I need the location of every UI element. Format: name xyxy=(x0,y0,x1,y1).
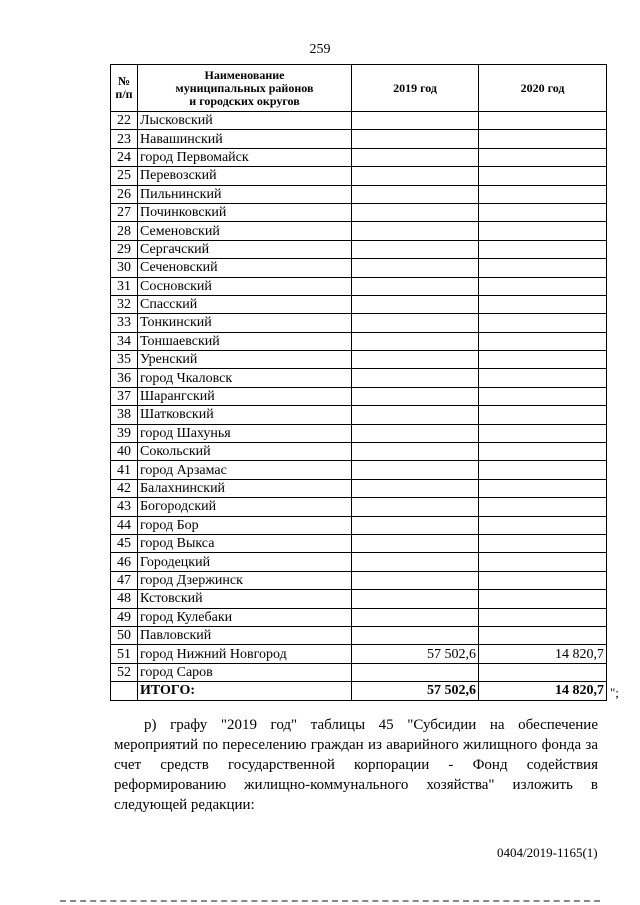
row-number: 51 xyxy=(111,645,138,663)
row-number: 28 xyxy=(111,222,138,240)
row-number: 52 xyxy=(111,663,138,681)
row-2020 xyxy=(479,295,607,313)
row-number: 35 xyxy=(111,351,138,369)
row-number: 40 xyxy=(111,443,138,461)
row-2019 xyxy=(352,277,479,295)
page-number: 259 xyxy=(309,42,331,57)
row-2019 xyxy=(352,424,479,442)
row-number: 41 xyxy=(111,461,138,479)
row-2020 xyxy=(479,424,607,442)
row-name: Починковский xyxy=(138,203,352,221)
row-number: 31 xyxy=(111,277,138,295)
row-2019 xyxy=(352,259,479,277)
row-2019: 57 502,6 xyxy=(352,645,479,663)
row-name: город Выкса xyxy=(138,534,352,552)
total-2020: 14 820,7 xyxy=(479,682,607,700)
row-2019 xyxy=(352,369,479,387)
row-name: Сергачский xyxy=(138,240,352,258)
row-number: 43 xyxy=(111,498,138,516)
row-2019 xyxy=(352,185,479,203)
row-number: 36 xyxy=(111,369,138,387)
row-2020 xyxy=(479,148,607,166)
row-number: 49 xyxy=(111,608,138,626)
row-name: Павловский xyxy=(138,626,352,644)
row-number: 25 xyxy=(111,167,138,185)
row-number: 33 xyxy=(111,314,138,332)
header-name-line2: муниципальных районов xyxy=(175,80,314,95)
row-name: город Арзамас xyxy=(138,461,352,479)
row-number: 47 xyxy=(111,571,138,589)
header-num: № п/п xyxy=(111,65,138,112)
row-2019 xyxy=(352,516,479,534)
row-2020: 14 820,7 xyxy=(479,645,607,663)
row-number: 38 xyxy=(111,406,138,424)
row-2020 xyxy=(479,332,607,350)
page-edge-divider xyxy=(60,900,600,902)
row-name: Перевозский xyxy=(138,167,352,185)
row-name: Уренский xyxy=(138,351,352,369)
row-name: Шарангский xyxy=(138,387,352,405)
row-2020 xyxy=(479,240,607,258)
table-row xyxy=(111,185,607,203)
row-2019 xyxy=(352,479,479,497)
table-row xyxy=(111,295,607,313)
row-name: Навашинский xyxy=(138,130,352,148)
row-name: город Первомайск xyxy=(138,148,352,166)
row-2019 xyxy=(352,203,479,221)
table-row xyxy=(111,663,607,681)
row-2020 xyxy=(479,277,607,295)
row-number: 23 xyxy=(111,130,138,148)
row-2020 xyxy=(479,479,607,497)
row-number: 48 xyxy=(111,590,138,608)
row-2019 xyxy=(352,332,479,350)
row-2020 xyxy=(479,516,607,534)
row-name: Спасский xyxy=(138,295,352,313)
row-number: 34 xyxy=(111,332,138,350)
row-2020 xyxy=(479,553,607,571)
paragraph-line: реформированию жилищно-коммунального хозяйства" изложить в xyxy=(114,777,598,793)
row-name: город Кулебаки xyxy=(138,608,352,626)
table-body xyxy=(111,112,607,682)
row-2020 xyxy=(479,387,607,405)
row-2020 xyxy=(479,663,607,681)
row-2020 xyxy=(479,461,607,479)
amendment-paragraph xyxy=(114,715,598,815)
row-2019 xyxy=(352,534,479,552)
row-number: 27 xyxy=(111,203,138,221)
row-2020 xyxy=(479,590,607,608)
table-header-row xyxy=(111,65,607,112)
row-2019 xyxy=(352,406,479,424)
row-2020 xyxy=(479,185,607,203)
table-row xyxy=(111,277,607,295)
table-row xyxy=(111,406,607,424)
row-2020 xyxy=(479,498,607,516)
paragraph-line: следующей редакции: xyxy=(114,797,255,813)
table-row xyxy=(111,590,607,608)
header-name-line1: Наименование xyxy=(204,67,285,82)
row-name: Сеченовский xyxy=(138,259,352,277)
table-row xyxy=(111,424,607,442)
table-row xyxy=(111,534,607,552)
table-row xyxy=(111,626,607,644)
row-2020 xyxy=(479,369,607,387)
table-row xyxy=(111,332,607,350)
row-2020 xyxy=(479,608,607,626)
row-2020 xyxy=(479,571,607,589)
row-name: Тонкинский xyxy=(138,314,352,332)
row-2020 xyxy=(479,130,607,148)
row-name: Кстовский xyxy=(138,590,352,608)
row-name: Пильнинский xyxy=(138,185,352,203)
table-row xyxy=(111,645,607,663)
header-name-line3: и городских округов xyxy=(189,93,300,108)
row-2019 xyxy=(352,222,479,240)
table-row xyxy=(111,369,607,387)
table-row xyxy=(111,314,607,332)
row-number: 30 xyxy=(111,259,138,277)
table-row xyxy=(111,443,607,461)
table-row xyxy=(111,516,607,534)
row-name: Балахнинский xyxy=(138,479,352,497)
row-name: город Саров xyxy=(138,663,352,681)
table-row xyxy=(111,112,607,130)
header-name xyxy=(138,65,352,112)
header-2020: 2020 год xyxy=(479,65,607,112)
row-name: Лысковский xyxy=(138,112,352,130)
document-code: 0404/2019-1165(1) xyxy=(497,845,598,860)
row-number: 22 xyxy=(111,112,138,130)
row-2019 xyxy=(352,590,479,608)
row-number: 29 xyxy=(111,240,138,258)
row-number: 37 xyxy=(111,387,138,405)
row-2019 xyxy=(352,167,479,185)
row-2019 xyxy=(352,295,479,313)
row-2019 xyxy=(352,240,479,258)
row-2019 xyxy=(352,571,479,589)
row-2019 xyxy=(352,663,479,681)
row-2020 xyxy=(479,443,607,461)
row-2020 xyxy=(479,351,607,369)
row-2020 xyxy=(479,314,607,332)
row-number: 44 xyxy=(111,516,138,534)
row-2019 xyxy=(352,148,479,166)
total-label: ИТОГО: xyxy=(138,682,352,700)
row-2020 xyxy=(479,203,607,221)
row-2020 xyxy=(479,222,607,240)
row-name: Сосновский xyxy=(138,277,352,295)
table-row xyxy=(111,387,607,405)
row-name: Сокольский xyxy=(138,443,352,461)
row-2020 xyxy=(479,167,607,185)
paragraph-line: счет средств государственной корпорации - Фонд содействия xyxy=(114,757,598,773)
row-name: город Нижний Новгород xyxy=(138,645,352,663)
table-row xyxy=(111,240,607,258)
row-number: 46 xyxy=(111,553,138,571)
row-2019 xyxy=(352,461,479,479)
subsidy-table xyxy=(110,64,607,701)
row-number: 50 xyxy=(111,626,138,644)
row-name: город Бор xyxy=(138,516,352,534)
table-row xyxy=(111,203,607,221)
row-name: Богородский xyxy=(138,498,352,516)
table-row xyxy=(111,479,607,497)
paragraph-line: р) графу "2019 год" таблицы 45 "Субсидии на обеспечение xyxy=(144,717,598,733)
table-row xyxy=(111,571,607,589)
row-2019 xyxy=(352,553,479,571)
total-row xyxy=(111,682,607,700)
table-row xyxy=(111,259,607,277)
row-2019 xyxy=(352,443,479,461)
row-2020 xyxy=(479,406,607,424)
row-2019 xyxy=(352,498,479,516)
table-row xyxy=(111,167,607,185)
row-2019 xyxy=(352,314,479,332)
total-num-cell xyxy=(111,682,138,700)
table-row xyxy=(111,553,607,571)
table-row xyxy=(111,130,607,148)
row-2020 xyxy=(479,112,607,130)
table-row xyxy=(111,498,607,516)
row-name: Шатковский xyxy=(138,406,352,424)
total-2019: 57 502,6 xyxy=(352,682,479,700)
row-2019 xyxy=(352,626,479,644)
row-name: Тоншаевский xyxy=(138,332,352,350)
table-row xyxy=(111,222,607,240)
row-2020 xyxy=(479,534,607,552)
paragraph-line: мероприятий по переселению граждан из аварийного жилищного фонда за xyxy=(114,737,598,753)
row-name: город Чкаловск xyxy=(138,369,352,387)
row-name: город Дзержинск xyxy=(138,571,352,589)
row-2019 xyxy=(352,608,479,626)
row-2019 xyxy=(352,351,479,369)
row-2019 xyxy=(352,112,479,130)
row-number: 24 xyxy=(111,148,138,166)
row-number: 32 xyxy=(111,295,138,313)
row-2019 xyxy=(352,387,479,405)
row-2020 xyxy=(479,259,607,277)
row-name: Городецкий xyxy=(138,553,352,571)
table-row xyxy=(111,351,607,369)
table-row xyxy=(111,461,607,479)
row-number: 45 xyxy=(111,534,138,552)
row-2020 xyxy=(479,626,607,644)
row-number: 26 xyxy=(111,185,138,203)
table-end-mark: "; xyxy=(610,685,619,700)
table-row xyxy=(111,608,607,626)
row-2019 xyxy=(352,130,479,148)
row-name: Семеновский xyxy=(138,222,352,240)
row-name: город Шахунья xyxy=(138,424,352,442)
row-number: 39 xyxy=(111,424,138,442)
header-2019: 2019 год xyxy=(352,65,479,112)
table-row xyxy=(111,148,607,166)
row-number: 42 xyxy=(111,479,138,497)
